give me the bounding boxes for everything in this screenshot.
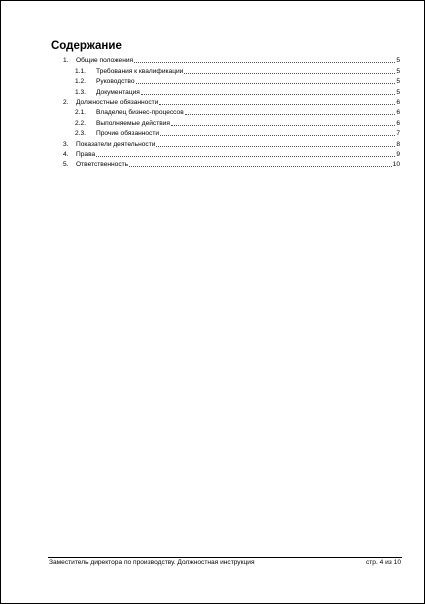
toc-dot-leader (96, 156, 395, 157)
toc-dot-leader (185, 114, 396, 115)
toc-entry[interactable] (63, 159, 400, 169)
toc-dot-leader (141, 94, 395, 95)
toc-dot-leader (134, 62, 395, 63)
toc-entry-title: Документация (96, 88, 140, 96)
toc-entry-number: 1.1. (75, 67, 86, 75)
toc-entry-number: 2.1. (75, 109, 86, 117)
toc-entry-page: 6 (396, 109, 400, 117)
toc-entry[interactable] (63, 55, 400, 65)
toc-entry-title: Права (76, 150, 96, 158)
toc-entry[interactable] (75, 65, 400, 75)
toc-entry[interactable] (75, 128, 400, 138)
toc-entry-title: Руководство (96, 78, 135, 86)
toc-entry-page: 5 (396, 57, 400, 65)
toc-entry-number: 4. (63, 150, 69, 158)
table-of-contents (63, 55, 400, 175)
toc-dot-leader (156, 146, 395, 147)
toc-entry-page: 9 (396, 150, 400, 158)
toc-entry[interactable] (75, 117, 400, 127)
toc-entry-title: Прочие обязанности (96, 130, 160, 138)
toc-entry[interactable] (63, 138, 400, 148)
toc-dot-leader (159, 104, 395, 105)
toc-entry-page: 6 (396, 98, 400, 106)
toc-entry-number: 2.2. (75, 119, 86, 127)
toc-dot-leader (160, 135, 395, 136)
toc-entry-number: 1.3. (75, 88, 86, 96)
toc-entry-page: 5 (396, 88, 400, 96)
footer-page-number: стр. 4 из 10 (365, 559, 401, 566)
toc-dot-leader (171, 125, 395, 126)
toc-entry-page: 8 (396, 140, 400, 148)
toc-entry-title: Владелец бизнес-процессов (96, 109, 184, 117)
toc-entry-title: Общие положения (76, 57, 134, 65)
toc-entry[interactable] (75, 86, 400, 96)
footer-document-title: Заместитель директора по производству. Должностная инструкция (49, 559, 255, 566)
toc-entry[interactable] (63, 149, 400, 159)
toc-entry-page: 5 (396, 78, 400, 86)
toc-entry-number: 3. (63, 140, 69, 148)
toc-dot-leader (129, 166, 392, 167)
toc-entry[interactable] (75, 107, 400, 117)
toc-entry-title: Должностные обязанности (76, 98, 159, 106)
footer-divider (48, 557, 402, 558)
toc-entry-number: 1. (63, 57, 69, 65)
toc-entry-page: 7 (396, 130, 400, 138)
toc-entry-title: Ответственность (76, 161, 129, 169)
toc-entry-page: 6 (396, 119, 400, 127)
toc-entry[interactable] (75, 76, 400, 86)
toc-entry-number: 2. (63, 98, 69, 106)
toc-dot-leader (184, 73, 395, 74)
toc-entry-title: Показатели деятельности (76, 140, 156, 148)
toc-entry[interactable] (63, 97, 400, 107)
toc-entry-page: 5 (396, 67, 400, 75)
toc-entry-number: 5. (63, 161, 69, 169)
toc-dot-leader (136, 83, 396, 84)
toc-entry-number: 1.2. (75, 78, 86, 86)
toc-entry-title: Требования к квалификации (96, 67, 184, 75)
toc-title: Содержание (51, 40, 122, 52)
toc-entry-title: Выполняемые действия (96, 119, 170, 127)
toc-entry-number: 2.3. (75, 130, 86, 138)
toc-entry-page: 10 (392, 161, 400, 169)
